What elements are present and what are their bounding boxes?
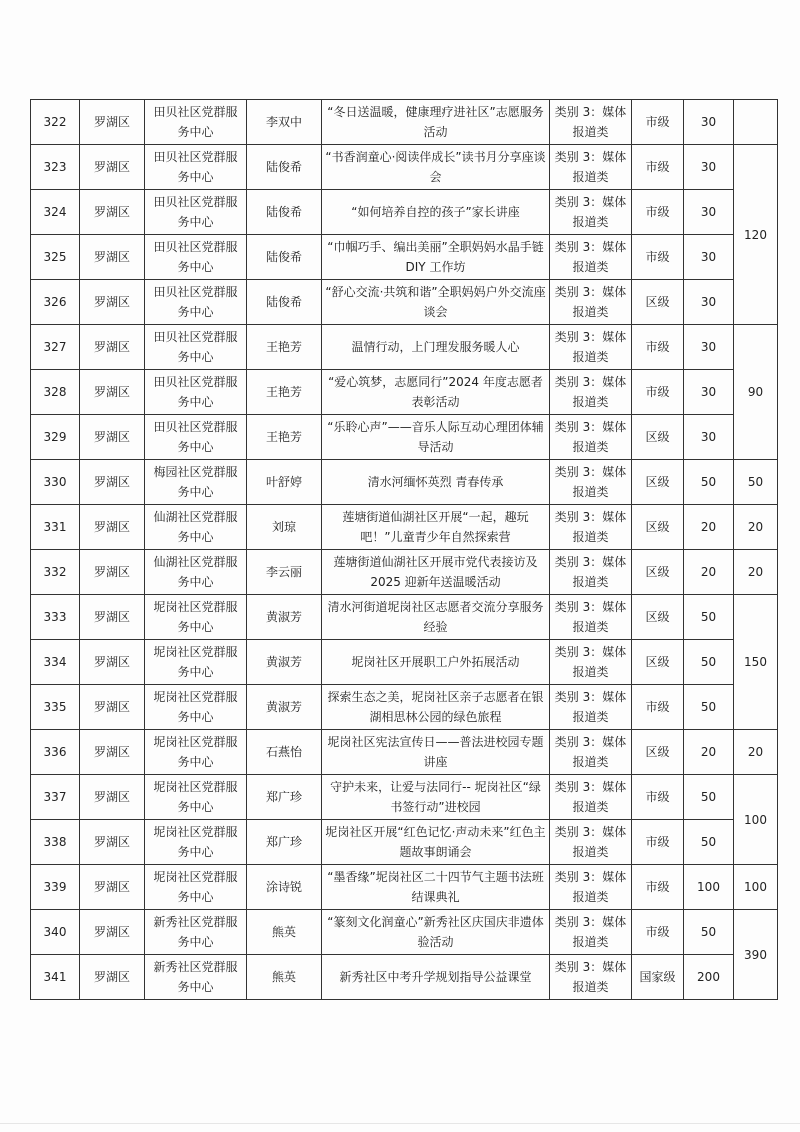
district-cell: 罗湖区 — [80, 685, 145, 730]
category-cell: 类别 3：媒体报道类 — [550, 550, 632, 595]
table-row — [31, 640, 778, 685]
category-cell: 类别 3：媒体报道类 — [550, 415, 632, 460]
level-cell: 区级 — [632, 550, 684, 595]
category-cell: 类别 3：媒体报道类 — [550, 685, 632, 730]
row-number-cell: 337 — [31, 775, 80, 820]
level-cell: 市级 — [632, 910, 684, 955]
category-cell: 类别 3：媒体报道类 — [550, 865, 632, 910]
category-cell: 类别 3：媒体报道类 — [550, 910, 632, 955]
level-cell: 市级 — [632, 145, 684, 190]
table-row — [31, 865, 778, 910]
row-number-cell: 336 — [31, 730, 80, 775]
person-cell: 李云丽 — [247, 550, 322, 595]
organization-cell: 田贝社区党群服务中心 — [145, 280, 247, 325]
score-cell: 50 — [684, 595, 734, 640]
district-cell: 罗湖区 — [80, 145, 145, 190]
table-row — [31, 730, 778, 775]
row-number-cell: 332 — [31, 550, 80, 595]
table-row — [31, 190, 778, 235]
category-cell: 类别 3：媒体报道类 — [550, 820, 632, 865]
person-cell: 黄淑芳 — [247, 595, 322, 640]
organization-cell: 仙湖社区党群服务中心 — [145, 505, 247, 550]
category-cell: 类别 3：媒体报道类 — [550, 640, 632, 685]
district-cell: 罗湖区 — [80, 280, 145, 325]
group-total-cell: 120 — [734, 145, 778, 325]
person-cell: 陆俊希 — [247, 235, 322, 280]
group-total-cell: 100 — [734, 865, 778, 910]
district-cell: 罗湖区 — [80, 910, 145, 955]
person-cell: 李双中 — [247, 100, 322, 145]
activity-title-cell: 温情行动，上门理发服务暖人心 — [322, 325, 550, 370]
activity-title-cell: “舒心交流·共筑和谐”全职妈妈户外交流座谈会 — [322, 280, 550, 325]
table-row — [31, 685, 778, 730]
district-cell: 罗湖区 — [80, 955, 145, 1000]
table-row — [31, 505, 778, 550]
person-cell: 黄淑芳 — [247, 640, 322, 685]
score-cell: 50 — [684, 775, 734, 820]
score-cell: 30 — [684, 100, 734, 145]
person-cell: 熊英 — [247, 955, 322, 1000]
level-cell: 市级 — [632, 820, 684, 865]
table-row — [31, 280, 778, 325]
table-row — [31, 325, 778, 370]
score-cell: 30 — [684, 415, 734, 460]
row-number-cell: 323 — [31, 145, 80, 190]
row-number-cell: 322 — [31, 100, 80, 145]
level-cell: 市级 — [632, 370, 684, 415]
level-cell: 区级 — [632, 595, 684, 640]
category-cell: 类别 3：媒体报道类 — [550, 370, 632, 415]
organization-cell: 田贝社区党群服务中心 — [145, 235, 247, 280]
organization-cell: 新秀社区党群服务中心 — [145, 955, 247, 1000]
row-number-cell: 324 — [31, 190, 80, 235]
row-number-cell: 326 — [31, 280, 80, 325]
score-cell: 30 — [684, 325, 734, 370]
person-cell: 王艳芳 — [247, 370, 322, 415]
organization-cell: 仙湖社区党群服务中心 — [145, 550, 247, 595]
district-cell: 罗湖区 — [80, 640, 145, 685]
score-cell: 50 — [684, 910, 734, 955]
activity-title-cell: “墨香缘”坭岗社区二十四节气主题书法班结课典礼 — [322, 865, 550, 910]
table-row — [31, 415, 778, 460]
level-cell: 区级 — [632, 460, 684, 505]
organization-cell: 坭岗社区党群服务中心 — [145, 820, 247, 865]
organization-cell: 坭岗社区党群服务中心 — [145, 865, 247, 910]
person-cell: 石燕怡 — [247, 730, 322, 775]
group-total-cell: 20 — [734, 550, 778, 595]
score-cell: 30 — [684, 235, 734, 280]
category-cell: 类别 3：媒体报道类 — [550, 595, 632, 640]
person-cell: 刘琼 — [247, 505, 322, 550]
activity-title-cell: 莲塘街道仙湖社区开展“一起，趣玩吧！”儿童青少年自然探索营 — [322, 505, 550, 550]
activity-title-cell: “篆刻文化润童心”新秀社区庆国庆非遗体验活动 — [322, 910, 550, 955]
organization-cell: 田贝社区党群服务中心 — [145, 190, 247, 235]
row-number-cell: 331 — [31, 505, 80, 550]
row-number-cell: 325 — [31, 235, 80, 280]
row-number-cell: 328 — [31, 370, 80, 415]
row-number-cell: 333 — [31, 595, 80, 640]
table-row — [31, 820, 778, 865]
score-cell: 30 — [684, 145, 734, 190]
organization-cell: 坭岗社区党群服务中心 — [145, 685, 247, 730]
level-cell: 区级 — [632, 640, 684, 685]
score-cell: 30 — [684, 370, 734, 415]
organization-cell: 坭岗社区党群服务中心 — [145, 640, 247, 685]
score-cell: 30 — [684, 190, 734, 235]
person-cell: 叶舒婷 — [247, 460, 322, 505]
table-row — [31, 460, 778, 505]
group-total-cell: 150 — [734, 595, 778, 730]
district-cell: 罗湖区 — [80, 370, 145, 415]
activity-title-cell: 守护未来，让爱与法同行-- 坭岗社区“绿书签行动”进校园 — [322, 775, 550, 820]
table-row — [31, 100, 778, 145]
person-cell: 陆俊希 — [247, 190, 322, 235]
score-cell: 100 — [684, 865, 734, 910]
category-cell: 类别 3：媒体报道类 — [550, 325, 632, 370]
person-cell: 熊英 — [247, 910, 322, 955]
table-row — [31, 145, 778, 190]
district-cell: 罗湖区 — [80, 235, 145, 280]
district-cell: 罗湖区 — [80, 730, 145, 775]
level-cell: 市级 — [632, 685, 684, 730]
score-cell: 30 — [684, 280, 734, 325]
organization-cell: 田贝社区党群服务中心 — [145, 370, 247, 415]
level-cell: 市级 — [632, 235, 684, 280]
table-row — [31, 775, 778, 820]
table-row — [31, 235, 778, 280]
person-cell: 王艳芳 — [247, 325, 322, 370]
activity-title-cell: “乐聆心声”——音乐人际互动心理团体辅导活动 — [322, 415, 550, 460]
table-row — [31, 550, 778, 595]
person-cell: 涂诗锐 — [247, 865, 322, 910]
person-cell: 郑广珍 — [247, 820, 322, 865]
level-cell: 区级 — [632, 505, 684, 550]
district-cell: 罗湖区 — [80, 820, 145, 865]
organization-cell: 坭岗社区党群服务中心 — [145, 775, 247, 820]
table-row — [31, 910, 778, 955]
organization-cell: 田贝社区党群服务中心 — [145, 145, 247, 190]
score-cell: 50 — [684, 685, 734, 730]
level-cell: 市级 — [632, 325, 684, 370]
organization-cell: 梅园社区党群服务中心 — [145, 460, 247, 505]
district-cell: 罗湖区 — [80, 595, 145, 640]
district-cell: 罗湖区 — [80, 865, 145, 910]
group-total-cell: 390 — [734, 910, 778, 1000]
activity-title-cell: 清水河缅怀英烈 青春传承 — [322, 460, 550, 505]
level-cell: 市级 — [632, 865, 684, 910]
score-cell: 50 — [684, 460, 734, 505]
activity-title-cell: “巾帼巧手、编出美丽”全职妈妈水晶手链 DIY 工作坊 — [322, 235, 550, 280]
level-cell: 国家级 — [632, 955, 684, 1000]
table-row — [31, 955, 778, 1000]
score-cell: 20 — [684, 730, 734, 775]
row-number-cell: 327 — [31, 325, 80, 370]
row-number-cell: 329 — [31, 415, 80, 460]
group-total-cell: 20 — [734, 730, 778, 775]
district-cell: 罗湖区 — [80, 100, 145, 145]
score-cell: 200 — [684, 955, 734, 1000]
row-number-cell: 339 — [31, 865, 80, 910]
district-cell: 罗湖区 — [80, 190, 145, 235]
activity-title-cell: 坭岗社区宪法宣传日——普法进校园专题讲座 — [322, 730, 550, 775]
organization-cell: 田贝社区党群服务中心 — [145, 100, 247, 145]
row-number-cell: 338 — [31, 820, 80, 865]
activity-title-cell: 新秀社区中考升学规划指导公益课堂 — [322, 955, 550, 1000]
row-number-cell: 334 — [31, 640, 80, 685]
organization-cell: 田贝社区党群服务中心 — [145, 415, 247, 460]
score-cell: 20 — [684, 550, 734, 595]
group-total-cell — [734, 100, 778, 145]
level-cell: 区级 — [632, 730, 684, 775]
district-cell: 罗湖区 — [80, 325, 145, 370]
score-cell: 20 — [684, 505, 734, 550]
activity-title-cell: “如何培养自控的孩子”家长讲座 — [322, 190, 550, 235]
activity-title-cell: 清水河街道坭岗社区志愿者交流分享服务经验 — [322, 595, 550, 640]
activity-title-cell: “冬日送温暖，健康理疗进社区”志愿服务活动 — [322, 100, 550, 145]
organization-cell: 田贝社区党群服务中心 — [145, 325, 247, 370]
person-cell: 黄淑芳 — [247, 685, 322, 730]
score-cell: 50 — [684, 640, 734, 685]
group-total-cell: 50 — [734, 460, 778, 505]
person-cell: 陆俊希 — [247, 145, 322, 190]
category-cell: 类别 3：媒体报道类 — [550, 190, 632, 235]
category-cell: 类别 3：媒体报道类 — [550, 460, 632, 505]
row-number-cell: 341 — [31, 955, 80, 1000]
score-cell: 50 — [684, 820, 734, 865]
organization-cell: 坭岗社区党群服务中心 — [145, 595, 247, 640]
level-cell: 区级 — [632, 415, 684, 460]
district-cell: 罗湖区 — [80, 550, 145, 595]
person-cell: 郑广珍 — [247, 775, 322, 820]
category-cell: 类别 3：媒体报道类 — [550, 730, 632, 775]
activity-title-cell: “书香润童心·阅读伴成长”读书月分享座谈会 — [322, 145, 550, 190]
district-cell: 罗湖区 — [80, 415, 145, 460]
group-total-cell: 100 — [734, 775, 778, 865]
district-cell: 罗湖区 — [80, 460, 145, 505]
category-cell: 类别 3：媒体报道类 — [550, 145, 632, 190]
row-number-cell: 330 — [31, 460, 80, 505]
category-cell: 类别 3：媒体报道类 — [550, 235, 632, 280]
category-cell: 类别 3：媒体报道类 — [550, 775, 632, 820]
category-cell: 类别 3：媒体报道类 — [550, 955, 632, 1000]
activity-title-cell: 坭岗社区开展“红色记忆·声动未来”红色主题故事朗诵会 — [322, 820, 550, 865]
level-cell: 区级 — [632, 280, 684, 325]
activity-title-cell: 坭岗社区开展职工户外拓展活动 — [322, 640, 550, 685]
record-table — [30, 99, 778, 1000]
page-bottom-rule — [0, 1123, 800, 1124]
table-row — [31, 370, 778, 415]
person-cell: 王艳芳 — [247, 415, 322, 460]
category-cell: 类别 3：媒体报道类 — [550, 100, 632, 145]
district-cell: 罗湖区 — [80, 775, 145, 820]
table-row — [31, 595, 778, 640]
activity-title-cell: 探索生态之美，坭岗社区亲子志愿者在银湖相思林公园的绿色旅程 — [322, 685, 550, 730]
group-total-cell: 20 — [734, 505, 778, 550]
activity-title-cell: 莲塘街道仙湖社区开展市党代表接访及 2025 迎新年送温暖活动 — [322, 550, 550, 595]
category-cell: 类别 3：媒体报道类 — [550, 505, 632, 550]
person-cell: 陆俊希 — [247, 280, 322, 325]
level-cell: 市级 — [632, 100, 684, 145]
organization-cell: 新秀社区党群服务中心 — [145, 910, 247, 955]
organization-cell: 坭岗社区党群服务中心 — [145, 730, 247, 775]
row-number-cell: 340 — [31, 910, 80, 955]
record-table-body — [31, 100, 778, 1000]
row-number-cell: 335 — [31, 685, 80, 730]
level-cell: 市级 — [632, 190, 684, 235]
group-total-cell: 90 — [734, 325, 778, 460]
activity-title-cell: “爱心筑梦，志愿同行”2024 年度志愿者表彰活动 — [322, 370, 550, 415]
district-cell: 罗湖区 — [80, 505, 145, 550]
category-cell: 类别 3：媒体报道类 — [550, 280, 632, 325]
level-cell: 市级 — [632, 775, 684, 820]
